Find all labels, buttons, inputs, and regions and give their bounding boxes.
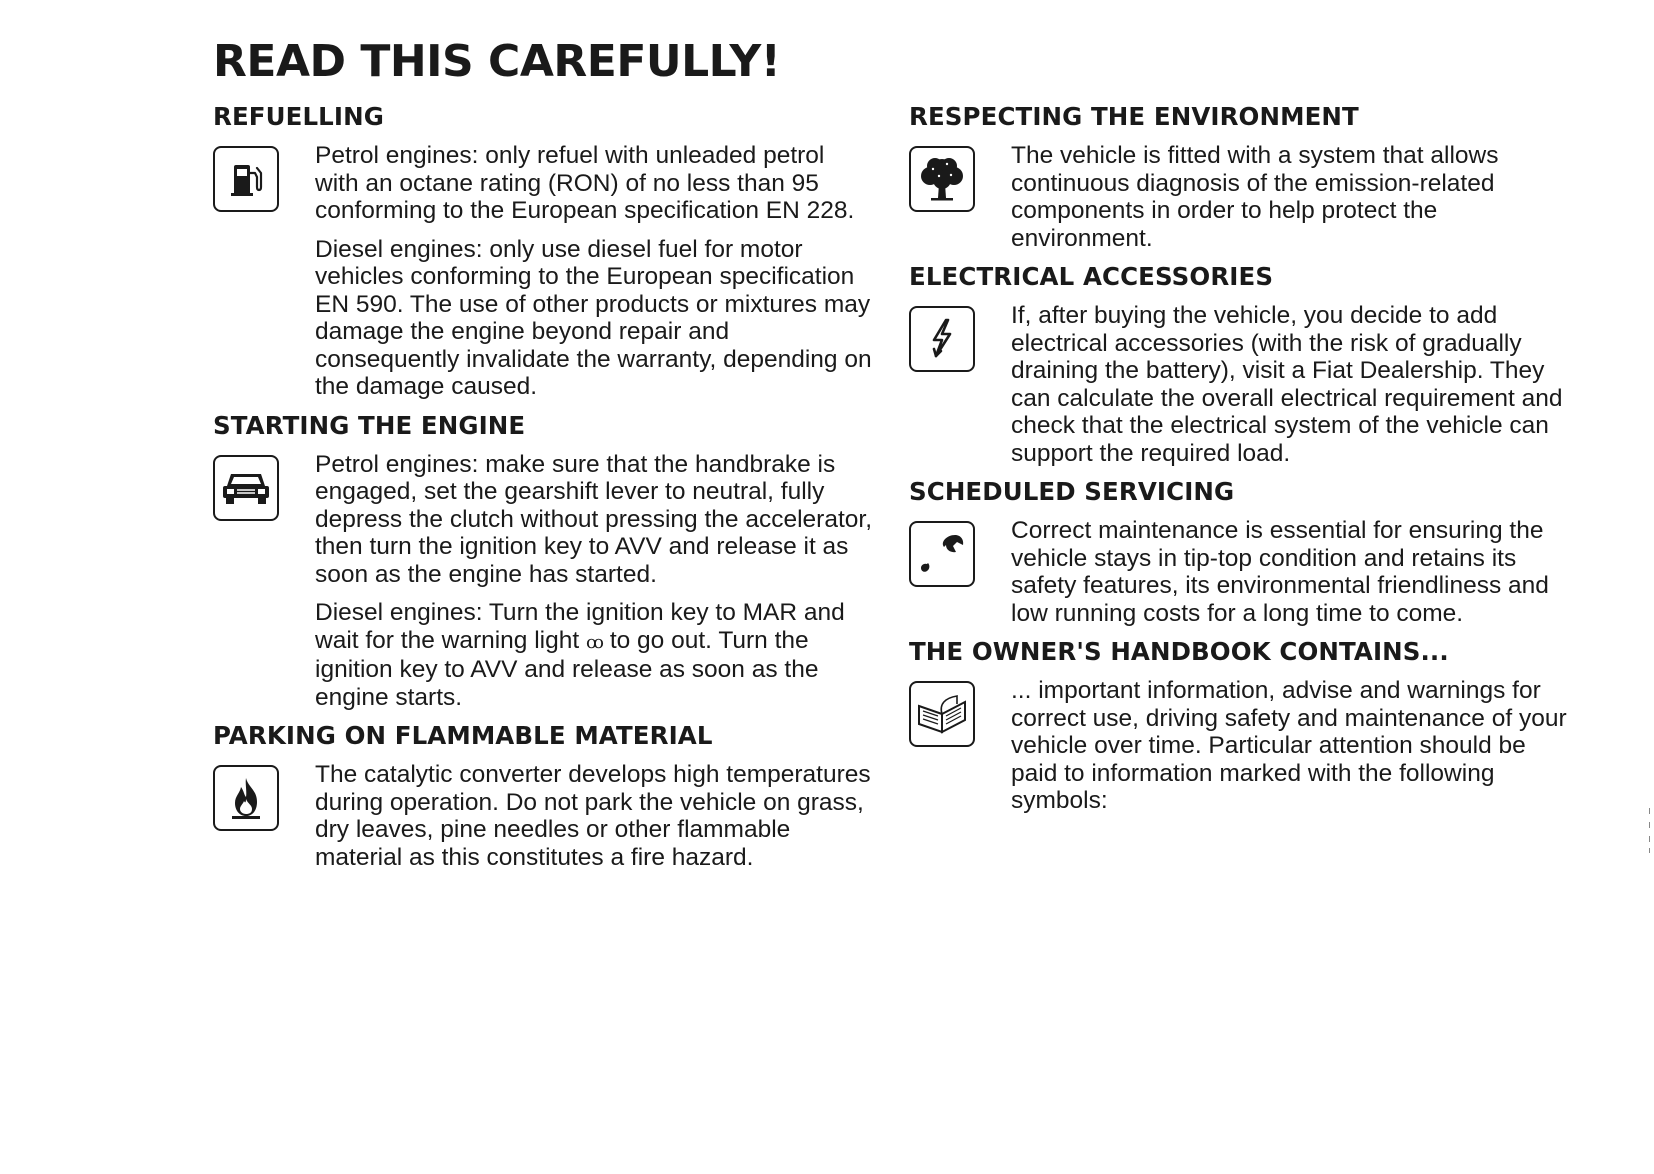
environment-paragraph-1: The vehicle is fitted with a system that allows continuous diagnosis of the emission-related components in order to help protect the environment. — [1011, 142, 1499, 252]
glow-plug-warning-icon: ꝏ — [586, 631, 603, 653]
wrench-icon — [909, 521, 975, 587]
flame-icon — [213, 765, 279, 831]
refuelling-paragraph-1: Petrol engines: only refuel with unleaded petrol with an octane rating (RON) of no less than 95 conforming to the European specification EN 228. — [315, 142, 855, 224]
starting-engine-paragraph-1: Petrol engines: make sure that the handbrake is engaged, set the gearshift lever to neutral, fully depress the clutch without pressing the accelerator, then turn the ignition key to AVV and release it as soon as the engine has started. — [315, 450, 873, 588]
refuelling-section — [213, 102, 873, 401]
electrical-paragraph-1: If, after buying the vehicle, you decide to add electrical accessories (with the risk of gradually draining the battery), visit a Fiat Dealership. They can calculate the overall electrical requirement and check that the electrical system of the vehicle can support the required load. — [1011, 302, 1563, 467]
servicing-paragraph-1: Correct maintenance is essential for ensuring the vehicle stays in tip-top condition and retains its safety features, its environmental friendliness and low running costs for a long time to come. — [1011, 517, 1549, 627]
handbook-paragraph-1: ... important information, advise and warnings for correct use, driving safety and maintenance of your vehicle over time. Particular attention should be paid to information marked with the following symbols: — [1011, 677, 1567, 814]
starting-engine-heading: STARTING THE ENGINE — [213, 410, 526, 440]
electrical-body — [909, 302, 1569, 467]
left-column — [213, 102, 873, 871]
refuelling-paragraph-2: Diesel engines: only use diesel fuel for motor vehicles conforming to the European specification EN 590. The use of other products or mixtures may damage the engine beyond repair and consequently invalidate the warranty, depending on the damage caused. — [315, 235, 872, 400]
right-column — [909, 102, 1569, 815]
parking-body — [213, 761, 873, 871]
handbook-heading: THE OWNER'S HANDBOOK CONTAINS... — [909, 637, 1449, 666]
tree-icon — [909, 146, 975, 212]
environment-section — [909, 102, 1569, 252]
parking-section — [213, 721, 873, 871]
parking-heading: PARKING ON FLAMMABLE MATERIAL — [213, 721, 713, 750]
open-book-icon — [909, 681, 975, 747]
servicing-heading: SCHEDULED SERVICING — [909, 477, 1235, 506]
electrical-heading: ELECTRICAL ACCESSORIES — [909, 262, 1274, 291]
refuelling-body — [213, 142, 873, 401]
servicing-section — [909, 477, 1569, 627]
handbook-section — [909, 637, 1569, 815]
starting-engine-paragraph-2 — [315, 599, 873, 711]
starting-engine-paragraph-2-end: to go out. Turn the ignition key to AVV and release as soon as the engine starts. — [315, 626, 819, 711]
servicing-body — [909, 517, 1569, 627]
starting-engine-section — [213, 411, 873, 712]
starting-engine-paragraph-2-start: Diesel engines: Turn the ignition key to MAR and wait for the warning light — [315, 599, 845, 654]
environment-body — [909, 142, 1569, 252]
car-front-icon — [213, 455, 279, 521]
page-edge-marks — [1648, 808, 1651, 854]
starting-engine-body — [213, 451, 873, 712]
environment-heading: RESPECTING THE ENVIRONMENT — [909, 102, 1359, 131]
refuelling-heading: REFUELLING — [213, 102, 384, 131]
parking-paragraph-1: The catalytic converter develops high temperatures during operation. Do not park the vehicle on grass, dry leaves, pine needles or other flammable material as this constitutes a fire hazard. — [315, 761, 871, 871]
page-title: READ THIS CAREFULLY! — [213, 36, 781, 87]
electrical-section — [909, 262, 1569, 467]
lightning-bolt-icon — [909, 306, 975, 372]
handbook-body — [909, 677, 1569, 815]
fuel-pump-icon — [213, 146, 279, 212]
